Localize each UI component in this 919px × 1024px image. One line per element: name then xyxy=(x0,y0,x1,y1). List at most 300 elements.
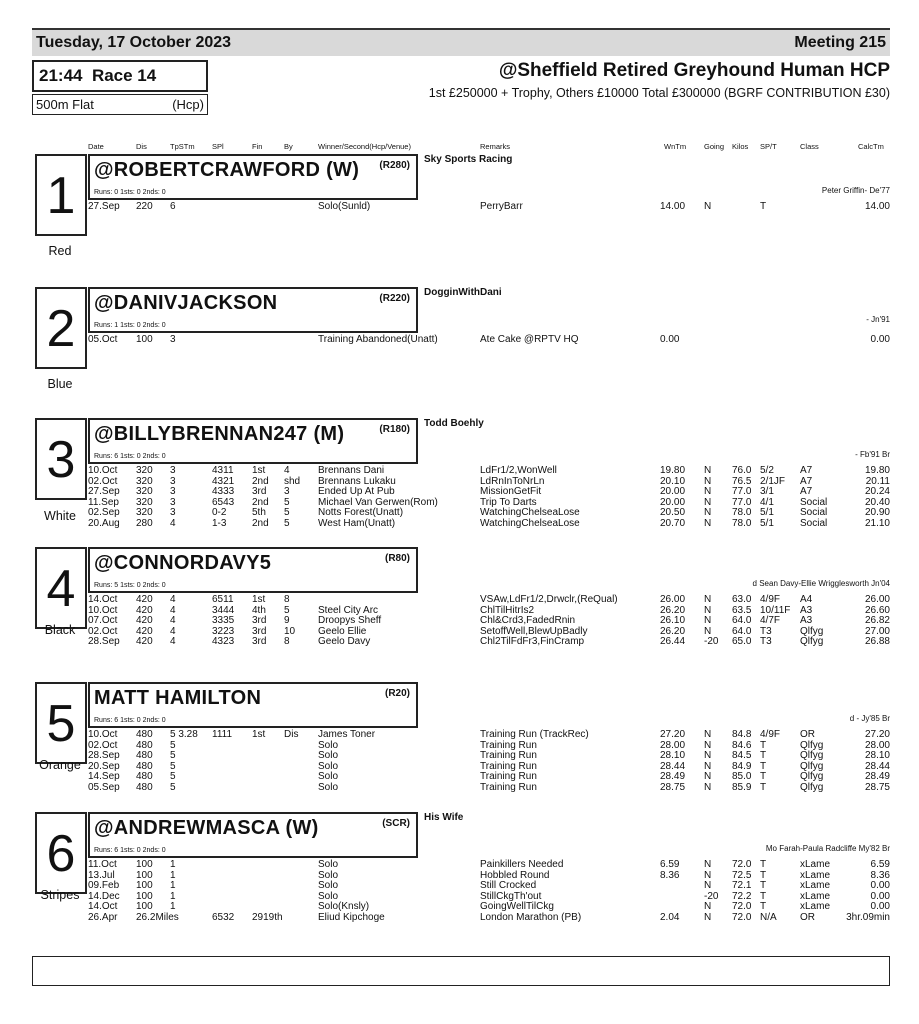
column-header-by: By xyxy=(284,142,293,151)
form-going: N xyxy=(704,739,712,751)
form-winner-second: Solo xyxy=(318,869,339,881)
form-calc-time: 28.10 xyxy=(864,750,890,761)
form-distance: 420 xyxy=(136,625,153,637)
form-going: N xyxy=(704,604,712,616)
form-finish: 2919th xyxy=(252,911,283,923)
runner-stats: Runs: 6 1sts: 0 2nds: 0 xyxy=(94,847,166,854)
form-distance: 100 xyxy=(136,880,153,891)
trap-number: 1 xyxy=(35,154,87,236)
runner-name: @DANIVJACKSON xyxy=(94,292,278,314)
form-calc-time: 28.75 xyxy=(864,781,890,793)
form-by: 8 xyxy=(284,636,290,647)
form-winner-second: West Ham(Unatt) xyxy=(318,517,396,529)
form-going: N xyxy=(704,486,712,497)
form-remarks: Training Run xyxy=(480,750,537,761)
form-sp: 5/1 xyxy=(760,517,774,529)
runner-breeding: d Sean Davy-Ellie Wrigglesworth Jn'04 xyxy=(752,579,890,588)
form-date: 02.Oct xyxy=(88,625,118,637)
trap-number: 3 xyxy=(35,418,87,500)
form-kilos: 64.0 xyxy=(732,615,752,626)
form-date: 05.Oct xyxy=(88,334,118,345)
form-row xyxy=(32,913,890,923)
runner-breeding: Peter Griffin- De'77 xyxy=(821,186,890,195)
form-by: 3 xyxy=(284,486,290,497)
form-trap-time: 4 xyxy=(170,636,176,647)
form-calc-time: 14.00 xyxy=(864,201,890,212)
form-trap-time: 1 xyxy=(170,859,176,870)
form-going: N xyxy=(704,615,712,626)
form-trap-time: 3 xyxy=(170,334,176,345)
column-header-date: Date xyxy=(88,142,104,151)
form-class: A3 xyxy=(800,615,813,626)
form-date: 10.Oct xyxy=(88,729,118,740)
form-class: Qlfyg xyxy=(800,739,824,751)
form-win-time: 28.75 xyxy=(660,781,686,793)
form-calc-time: 0.00 xyxy=(870,334,890,345)
form-trap-time: 1 xyxy=(170,880,176,891)
runner-rating: (R280) xyxy=(379,160,410,171)
form-trap-time: 4 xyxy=(170,604,176,616)
meeting-header xyxy=(32,28,890,56)
form-winner-second: Steel City Arc xyxy=(318,604,379,616)
form-going: N xyxy=(704,517,712,529)
column-header-going: Going xyxy=(704,142,725,151)
form-kilos: 78.0 xyxy=(732,517,752,529)
form-trap-time: 5 xyxy=(170,771,176,782)
form-distance: 420 xyxy=(136,636,153,647)
form-remarks: Training Run xyxy=(480,760,537,772)
form-date: 02.Oct xyxy=(88,739,118,751)
form-sp: T xyxy=(760,880,767,891)
form-winner-second: Eliud Kipchoge xyxy=(318,911,385,923)
form-distance: 26.2Miles xyxy=(136,911,179,923)
form-trap-time: 3 xyxy=(170,486,176,497)
form-win-time: 6.59 xyxy=(660,859,680,870)
runner-breeding: d - Jy'85 Br xyxy=(849,714,890,723)
form-row xyxy=(32,881,890,891)
form-finish: 4th xyxy=(252,604,266,616)
form-remarks: Training Run xyxy=(480,781,537,793)
form-remarks: Chl&Crd3,FadedRnin xyxy=(480,615,576,626)
form-class: A3 xyxy=(800,604,813,616)
form-class: Social xyxy=(800,517,828,529)
form-class: Qlfyg xyxy=(800,625,824,637)
form-going: N xyxy=(704,507,712,518)
form-going: N xyxy=(704,781,712,793)
form-date: 26.Apr xyxy=(88,911,118,923)
column-headers xyxy=(32,142,890,154)
runner-owner: DogginWithDani xyxy=(424,287,502,298)
form-date: 20.Aug xyxy=(88,517,120,529)
form-sp: 4/9F xyxy=(760,729,781,740)
form-row xyxy=(32,741,890,751)
runner-name: MATT HAMILTON xyxy=(94,687,262,709)
runner-breeding: Mo Farah-Paula Radcliffe My'82 Br xyxy=(765,844,890,853)
form-calc-time: 20.24 xyxy=(864,486,890,497)
form-going: N xyxy=(704,880,712,891)
trap-color: White xyxy=(44,509,76,523)
form-remarks: MissionGetFit xyxy=(480,486,542,497)
form-date: 14.Oct xyxy=(88,901,118,912)
form-row xyxy=(32,892,890,902)
form-by: shd xyxy=(284,475,301,487)
runner-owner: Todd Boehly xyxy=(424,418,484,429)
column-header-trap-time: TpSTm xyxy=(170,142,195,151)
form-calc-time: 20.90 xyxy=(864,507,890,518)
form-calc-time: 27.00 xyxy=(864,625,890,637)
form-sp: T xyxy=(760,750,767,761)
runner-stats: Runs: 5 1sts: 0 2nds: 0 xyxy=(94,582,166,589)
form-kilos: 65.0 xyxy=(732,636,752,647)
form-sp: T xyxy=(760,869,767,881)
form-remarks: Painkillers Needed xyxy=(480,859,564,870)
form-kilos: 77.0 xyxy=(732,496,752,508)
runner-name-box xyxy=(88,418,418,464)
form-trap-time: 3 xyxy=(170,465,176,476)
form-sp: T xyxy=(760,901,767,912)
form-class: Qlfyg xyxy=(800,750,824,761)
form-distance: 100 xyxy=(136,859,153,870)
form-win-time: 19.80 xyxy=(660,465,686,476)
form-remarks: StillCkgTh'out xyxy=(480,890,542,902)
form-trap-time: 1 xyxy=(170,869,176,881)
form-date: 14.Sep xyxy=(88,771,120,782)
form-winner-second: Notts Forest(Unatt) xyxy=(318,507,404,518)
form-calc-time: 26.60 xyxy=(864,604,890,616)
form-date: 10.Oct xyxy=(88,465,118,476)
form-kilos: 85.9 xyxy=(732,781,752,793)
race-time-box xyxy=(32,60,208,92)
column-header-distance: Dis xyxy=(136,142,147,151)
form-date: 11.Sep xyxy=(88,496,119,508)
form-finish: 3rd xyxy=(252,625,267,637)
trap-color: Black xyxy=(44,623,76,637)
form-date: 02.Oct xyxy=(88,475,118,487)
form-going: N xyxy=(704,475,712,487)
form-kilos: 72.2 xyxy=(732,890,752,902)
form-remarks: PerryBarr xyxy=(480,201,523,212)
form-calc-time: 26.82 xyxy=(864,615,890,626)
form-going: N xyxy=(704,859,712,870)
form-going: N xyxy=(704,911,712,923)
form-class: xLame xyxy=(800,880,831,891)
form-class: A7 xyxy=(800,465,813,476)
column-header-class: Class xyxy=(800,142,819,151)
runner-rating: (SCR) xyxy=(382,818,410,829)
form-remarks: LdFr1/2,WonWell xyxy=(480,465,557,476)
form-winner-second: Brennans Lukaku xyxy=(318,475,396,487)
form-finish: 2nd xyxy=(252,496,269,508)
form-row xyxy=(32,637,890,647)
form-sp: 3/1 xyxy=(760,486,774,497)
form-finish: 2nd xyxy=(252,517,269,529)
form-date: 09.Feb xyxy=(88,880,120,891)
runner-breeding: - Fb'91 Br xyxy=(855,450,890,459)
form-calc-time: 0.00 xyxy=(870,901,890,912)
form-win-time: 20.10 xyxy=(660,475,686,487)
form-distance: 100 xyxy=(136,890,153,902)
form-win-time: 28.00 xyxy=(660,739,686,751)
form-date: 02.Sep xyxy=(88,507,120,518)
form-by: Dis xyxy=(284,729,299,740)
form-sectionals: 4311 xyxy=(212,465,234,476)
form-sp: 5/2 xyxy=(760,465,774,476)
trap-color: Blue xyxy=(47,377,73,391)
meeting-date: Tuesday, 17 October 2023 xyxy=(36,34,232,51)
form-trap-time: 4 xyxy=(170,625,176,637)
form-distance: 480 xyxy=(136,739,153,751)
race-distance-box xyxy=(32,94,208,115)
form-calc-time: 0.00 xyxy=(870,880,890,891)
form-going: N xyxy=(704,771,712,782)
form-remarks: LdRnInToNrLn xyxy=(480,475,545,487)
form-finish: 3rd xyxy=(252,636,267,647)
form-going: N xyxy=(704,594,712,605)
form-sectionals: 3444 xyxy=(212,604,235,616)
form-row xyxy=(32,202,890,212)
form-sp: 4/9F xyxy=(760,594,781,605)
form-winner-second: Solo xyxy=(318,890,339,902)
form-remarks: SetoffWell,BlewUpBadly xyxy=(480,625,588,637)
form-calc-time: 3hr.09min xyxy=(846,911,890,923)
form-winner-second: Training Abandoned(Unatt) xyxy=(318,334,438,345)
form-winner-second: Solo(Knsly) xyxy=(318,901,370,912)
trap-number: 5 xyxy=(35,682,87,764)
form-date: 13.Jul xyxy=(88,869,115,881)
form-kilos: 72.0 xyxy=(732,911,752,923)
form-distance: 480 xyxy=(136,781,153,793)
form-winner-second: Ended Up At Pub xyxy=(318,486,395,497)
form-win-time: 26.00 xyxy=(660,594,686,605)
form-calc-time: 26.88 xyxy=(864,636,890,647)
meeting-number: Meeting 215 xyxy=(794,34,886,51)
form-remarks: Chl2TilFdFr3,FinCramp xyxy=(480,636,585,647)
form-sp: T xyxy=(760,201,767,212)
form-row xyxy=(32,762,890,772)
form-win-time: 8.36 xyxy=(660,869,680,881)
form-sp: T xyxy=(760,771,767,782)
form-winner-second: James Toner xyxy=(318,729,376,740)
column-header-kilos: Kilos xyxy=(732,142,749,151)
trap-color: Orange xyxy=(39,758,81,772)
form-distance: 100 xyxy=(136,901,153,912)
trap-number: 6 xyxy=(35,812,87,894)
runner-rating: (R180) xyxy=(379,424,410,435)
form-remarks: WatchingChelseaLose xyxy=(480,507,580,518)
form-distance: 320 xyxy=(136,486,153,497)
form-remarks: Ate Cake @RPTV HQ xyxy=(480,334,579,345)
form-kilos: 72.5 xyxy=(732,869,752,881)
form-date: 10.Oct xyxy=(88,604,118,616)
form-class: xLame xyxy=(800,859,831,870)
runner-name-box xyxy=(88,547,418,593)
form-winner-second: Solo xyxy=(318,750,339,761)
form-class: Qlfyg xyxy=(800,771,824,782)
form-sp: T xyxy=(760,760,767,772)
form-class: Qlfyg xyxy=(800,760,824,772)
form-trap-time: 4 xyxy=(170,615,176,626)
form-date: 20.Sep xyxy=(88,760,120,772)
form-kilos: 72.0 xyxy=(732,901,752,912)
race-number: Race 14 xyxy=(91,66,157,85)
runner-name: @BILLYBRENNAN247 (M) xyxy=(94,423,345,445)
form-win-time: 20.00 xyxy=(660,486,686,497)
form-trap-time: 1 xyxy=(170,890,176,902)
form-sp: T xyxy=(760,859,767,870)
form-date: 11.Oct xyxy=(88,859,117,870)
form-row xyxy=(32,487,890,497)
form-by: 10 xyxy=(284,625,296,637)
form-win-time: 28.49 xyxy=(660,771,686,782)
form-win-time: 0.00 xyxy=(660,334,680,345)
form-winner-second: Droopys Sheff xyxy=(318,615,382,626)
form-win-time: 26.20 xyxy=(660,604,686,616)
runner-stats: Runs: 6 1sts: 0 2nds: 0 xyxy=(94,453,166,460)
form-going: -20 xyxy=(704,890,719,902)
race-prizes: 1st £250000 + Trophy, Others £10000 Total £300000 (BGRF CONTRIBUTION £30) xyxy=(428,86,890,100)
form-finish: 1st xyxy=(252,465,266,476)
trap-color: Red xyxy=(48,244,72,258)
trap-number: 4 xyxy=(35,547,87,629)
form-calc-time: 20.11 xyxy=(865,475,890,487)
form-row xyxy=(32,772,890,782)
form-row xyxy=(32,860,890,870)
form-row xyxy=(32,730,890,740)
form-calc-time: 27.20 xyxy=(864,729,890,740)
form-calc-time: 28.49 xyxy=(864,771,890,782)
form-finish: 5th xyxy=(252,507,266,518)
form-kilos: 64.0 xyxy=(732,625,752,637)
form-winner-second: Geelo Davy xyxy=(318,636,371,647)
form-class: xLame xyxy=(800,890,831,902)
form-sectionals: 4321 xyxy=(212,475,235,487)
form-row xyxy=(32,871,890,881)
form-remarks: Hobbled Round xyxy=(480,869,550,881)
form-kilos: 85.0 xyxy=(732,771,752,782)
form-distance: 320 xyxy=(136,496,153,508)
form-distance: 320 xyxy=(136,465,153,476)
form-date: 27.Sep xyxy=(88,201,120,212)
trap-color: Stripes xyxy=(40,888,80,902)
form-row xyxy=(32,616,890,626)
form-going: N xyxy=(704,750,712,761)
form-finish: 3rd xyxy=(252,486,267,497)
form-finish: 2nd xyxy=(252,475,269,487)
form-trap-time: 3 xyxy=(170,507,176,518)
form-kilos: 84.5 xyxy=(732,750,752,761)
form-row xyxy=(32,783,890,793)
form-winner-second: Solo xyxy=(318,880,339,891)
form-calc-time: 8.36 xyxy=(870,869,890,881)
column-header-sp: SP/T xyxy=(760,142,777,151)
form-row xyxy=(32,519,890,529)
form-date: 28.Sep xyxy=(88,750,120,761)
form-distance: 420 xyxy=(136,604,153,616)
form-distance: 220 xyxy=(136,201,153,212)
form-trap-time: 1 xyxy=(170,901,176,912)
form-trap-time: 3 xyxy=(170,475,176,487)
form-kilos: 77.0 xyxy=(732,486,752,497)
form-win-time: 20.00 xyxy=(660,496,686,508)
form-sectionals: 1111 xyxy=(212,729,233,740)
form-distance: 480 xyxy=(136,771,153,782)
form-win-time: 26.20 xyxy=(660,625,686,637)
column-header-sectionals: SPl xyxy=(212,142,224,151)
form-winner-second: Solo(Sunld) xyxy=(318,201,371,212)
form-date: 07.Oct xyxy=(88,615,118,626)
form-winner-second: Solo xyxy=(318,760,339,772)
form-distance: 480 xyxy=(136,750,153,761)
form-sectionals: 6511 xyxy=(212,594,234,605)
form-going: N xyxy=(704,496,712,508)
form-trap-time: 5 xyxy=(170,739,176,751)
form-row xyxy=(32,498,890,508)
form-going: N xyxy=(704,901,712,912)
form-class: OR xyxy=(800,729,815,740)
form-date: 05.Sep xyxy=(88,781,120,793)
form-distance: 420 xyxy=(136,594,153,605)
race-grade: (Hcp) xyxy=(172,97,204,112)
form-by: 8 xyxy=(284,594,290,605)
trap-number: 2 xyxy=(35,287,87,369)
runner-name: @CONNORDAVY5 xyxy=(94,552,272,574)
form-win-time: 28.10 xyxy=(660,750,686,761)
form-sp: N/A xyxy=(760,911,777,923)
form-win-time: 20.70 xyxy=(660,517,686,529)
race-header xyxy=(32,56,890,136)
form-kilos: 63.0 xyxy=(732,594,752,605)
form-trap-time: 5 3.28 xyxy=(170,729,198,740)
form-remarks: Training Run (TrackRec) xyxy=(480,729,589,740)
form-sp: T xyxy=(760,890,767,902)
form-by: 5 xyxy=(284,496,290,508)
form-row xyxy=(32,606,890,616)
runner-name: @ANDREWMASCA (W) xyxy=(94,817,319,839)
runner-name-box xyxy=(88,812,418,858)
form-remarks: VSAw,LdFr1/2,Drwclr,(ReQual) xyxy=(480,594,618,605)
form-distance: 100 xyxy=(136,869,153,881)
form-distance: 320 xyxy=(136,475,153,487)
form-sectionals: 6532 xyxy=(212,911,235,923)
runner-rating: (R80) xyxy=(384,553,410,564)
form-distance: 420 xyxy=(136,615,153,626)
form-calc-time: 19.80 xyxy=(864,465,890,476)
form-remarks: ChlTilHitrIs2 xyxy=(480,604,535,616)
runner-rating: (R220) xyxy=(379,293,410,304)
form-class: Social xyxy=(800,496,828,508)
form-remarks: Training Run xyxy=(480,739,537,751)
form-kilos: 78.0 xyxy=(732,507,752,518)
form-trap-time: 5 xyxy=(170,781,176,793)
form-win-time: 27.20 xyxy=(660,729,686,740)
race-time: 21:44 xyxy=(39,66,83,85)
form-row xyxy=(32,466,890,476)
form-kilos: 84.8 xyxy=(732,729,752,740)
form-row xyxy=(32,335,890,345)
form-kilos: 72.1 xyxy=(732,880,752,891)
form-remarks: Still Crocked xyxy=(480,880,537,891)
form-win-time: 26.44 xyxy=(660,636,686,647)
footer-notes-box xyxy=(32,956,890,986)
runner-name-box xyxy=(88,682,418,728)
form-winner-second: Brennans Dani xyxy=(318,465,385,476)
form-sectionals: 4323 xyxy=(212,636,235,647)
form-going: -20 xyxy=(704,636,719,647)
form-kilos: 76.0 xyxy=(732,465,752,476)
race-distance: 500m Flat xyxy=(36,97,94,112)
form-sp: T3 xyxy=(760,625,772,637)
form-win-time: 20.50 xyxy=(660,507,686,518)
